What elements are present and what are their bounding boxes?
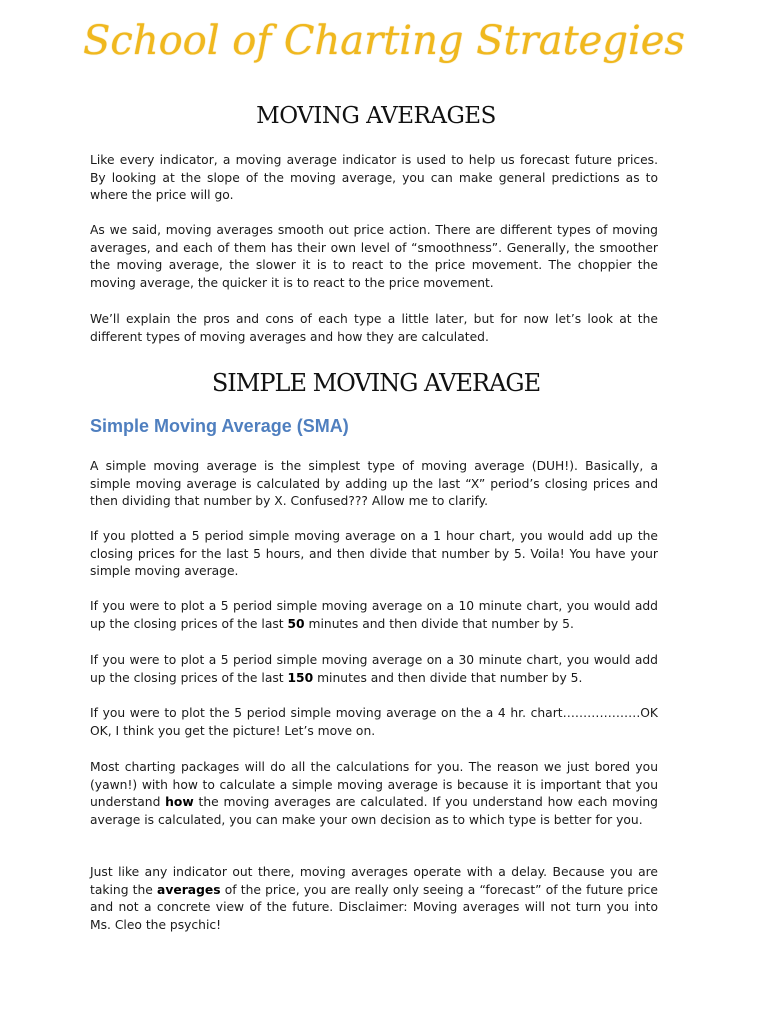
section-title: SIMPLE MOVING AVERAGE (211, 369, 541, 397)
sma-paragraph-7-text-c: of the price, you are really only seeing a “forecast” of the future price and not a concrete view of the future. Disclaimer: Moving averages will not turn you into Ms. Cleo the psychic! (90, 882, 658, 932)
subheading-sma: Simple Moving Average (SMA) (90, 416, 349, 436)
sma-paragraph-6-text-c: the moving averages are calculated. If you understand how each moving average is calculated, you can make your own decision as to which type is better for you. (90, 795, 658, 827)
sma-paragraph-6 (90, 759, 658, 829)
intro-paragraph-2: As we said, moving averages smooth out price action. There are different types of moving averages, and each of them has their own level of “smoothness”. Generally, the smoother the moving average, the slower it is to react to the price movement. The choppier the moving average, the quicker it is to react to the price movement. (90, 223, 658, 290)
sma-paragraph-7-bold: averages (157, 882, 221, 897)
sma-paragraph-7 (90, 864, 658, 934)
intro-paragraph-3: We’ll explain the pros and cons of each type a little later, but for now let’s look at the different types of moving averages and how they are calculated. (90, 312, 658, 344)
sma-paragraph-4-text-c: minutes and then divide that number by 5. (313, 670, 583, 685)
sma-paragraph-7-text-a: Just like any indicator out there, moving averages operate with a delay. Because you are taking the (90, 865, 658, 897)
page-title: MOVING AVERAGES (256, 103, 496, 129)
sma-paragraph-4-text-a: If you were to plot a 5 period simple moving average on a 30 minute chart, you would add up the closing prices of the last (90, 653, 658, 685)
sma-paragraph-3-text-a: If you were to plot a 5 period simple moving average on a 10 minute chart, you would add up the closing prices of the last (90, 599, 658, 631)
sma-paragraph-1: A simple moving average is the simplest type of moving average (DUH!). Basically, a simple moving average is calculated by adding up the last “X” period’s closing prices and then dividing that number by X. Confused??? Allow me to clarify. (90, 459, 658, 509)
intro-paragraph-1: Like every indicator, a moving average indicator is used to help us forecast future prices. By looking at the slope of the moving average, you can make general predictions as to where the price will go. (90, 153, 658, 203)
sma-paragraph-4-bold: 150 (287, 670, 314, 685)
sma-paragraph-3 (90, 598, 658, 633)
sma-paragraph-6-text-a: Most charting packages will do all the calculations for you. The reason we just bored you (yawn!) with how to calculate a simple moving average is because it is important that you understand (90, 760, 658, 810)
brand-logo-text: School of Charting Strategies (83, 18, 685, 64)
sma-paragraph-5: If you were to plot the 5 period simple moving average on the a 4 hr. chart……………….OK OK, I think you get the picture! Let’s move on. (90, 706, 658, 738)
sma-paragraph-2: If you plotted a 5 period simple moving average on a 1 hour chart, you would add up the closing prices for the last 5 hours, and then divide that number by 5. Voila! You have your simple moving average. (90, 529, 658, 579)
sma-paragraph-3-text-c: minutes and then divide that number by 5. (304, 616, 574, 631)
sma-paragraph-4 (90, 652, 658, 687)
sma-paragraph-6-bold: how (165, 795, 194, 810)
sma-paragraph-3-bold: 50 (287, 616, 305, 631)
